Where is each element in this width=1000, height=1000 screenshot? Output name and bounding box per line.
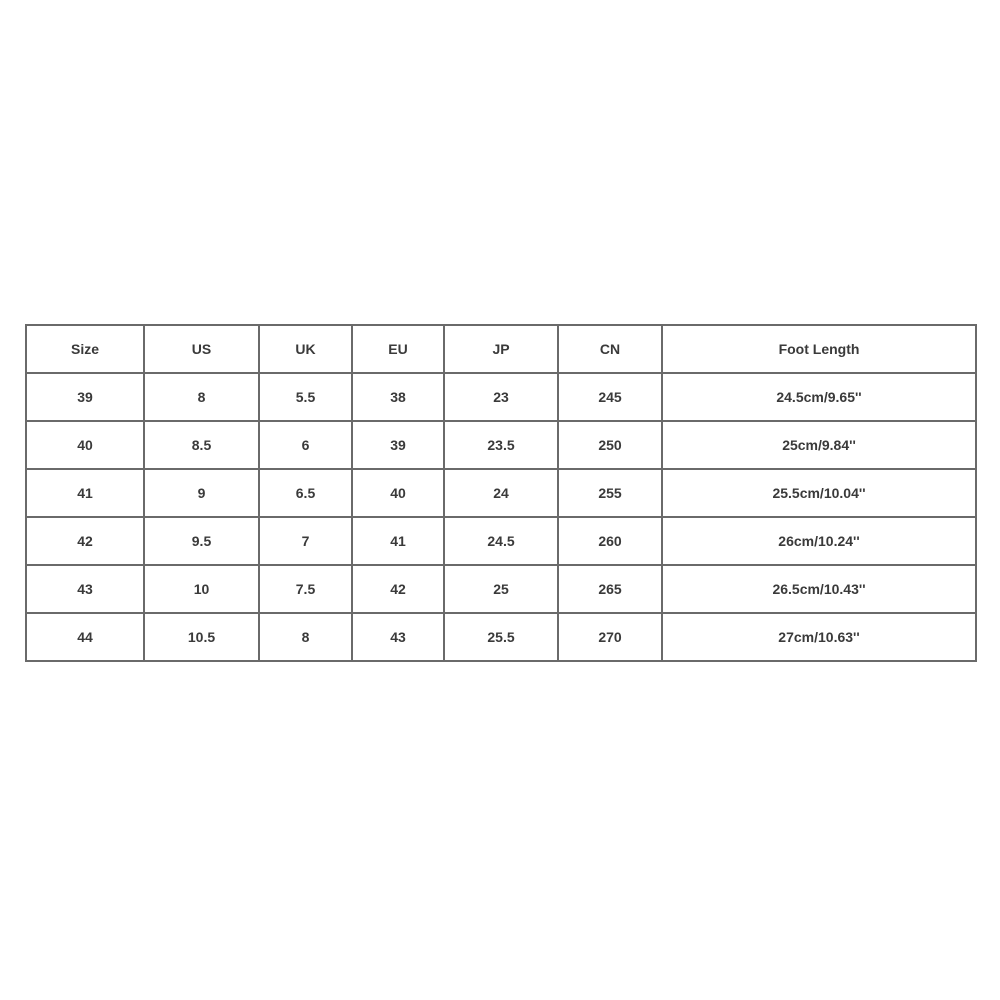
- cell-jp: 25: [444, 565, 558, 613]
- cell-uk: 8: [259, 613, 352, 661]
- cell-uk: 7.5: [259, 565, 352, 613]
- table-row: [26, 565, 976, 613]
- header-cn: CN: [558, 325, 662, 373]
- table-row: [26, 373, 976, 421]
- header-uk: UK: [259, 325, 352, 373]
- cell-us: 10.5: [144, 613, 259, 661]
- cell-jp: 23: [444, 373, 558, 421]
- cell-foot-length: 26.5cm/10.43'': [662, 565, 976, 613]
- table-row: [26, 469, 976, 517]
- cell-foot-length: 27cm/10.63'': [662, 613, 976, 661]
- cell-eu: 40: [352, 469, 444, 517]
- cell-us: 10: [144, 565, 259, 613]
- cell-foot-length: 25.5cm/10.04'': [662, 469, 976, 517]
- size-chart-table: [25, 324, 977, 662]
- cell-jp: 24.5: [444, 517, 558, 565]
- cell-cn: 245: [558, 373, 662, 421]
- cell-eu: 41: [352, 517, 444, 565]
- cell-uk: 6.5: [259, 469, 352, 517]
- header-size: Size: [26, 325, 144, 373]
- table-row: [26, 421, 976, 469]
- cell-eu: 38: [352, 373, 444, 421]
- cell-jp: 24: [444, 469, 558, 517]
- header-jp: JP: [444, 325, 558, 373]
- cell-uk: 6: [259, 421, 352, 469]
- cell-size: 44: [26, 613, 144, 661]
- cell-size: 40: [26, 421, 144, 469]
- table-row: [26, 517, 976, 565]
- header-foot-length: Foot Length: [662, 325, 976, 373]
- cell-jp: 25.5: [444, 613, 558, 661]
- cell-size: 39: [26, 373, 144, 421]
- cell-cn: 255: [558, 469, 662, 517]
- cell-us: 9: [144, 469, 259, 517]
- cell-uk: 5.5: [259, 373, 352, 421]
- cell-eu: 43: [352, 613, 444, 661]
- cell-cn: 265: [558, 565, 662, 613]
- cell-eu: 42: [352, 565, 444, 613]
- cell-foot-length: 25cm/9.84'': [662, 421, 976, 469]
- cell-foot-length: 26cm/10.24'': [662, 517, 976, 565]
- cell-cn: 270: [558, 613, 662, 661]
- cell-foot-length: 24.5cm/9.65'': [662, 373, 976, 421]
- cell-size: 41: [26, 469, 144, 517]
- cell-us: 8.5: [144, 421, 259, 469]
- header-eu: EU: [352, 325, 444, 373]
- cell-cn: 250: [558, 421, 662, 469]
- table-row: [26, 613, 976, 661]
- cell-uk: 7: [259, 517, 352, 565]
- header-us: US: [144, 325, 259, 373]
- cell-size: 43: [26, 565, 144, 613]
- cell-eu: 39: [352, 421, 444, 469]
- cell-jp: 23.5: [444, 421, 558, 469]
- cell-us: 9.5: [144, 517, 259, 565]
- cell-us: 8: [144, 373, 259, 421]
- header-row: [26, 325, 976, 373]
- cell-size: 42: [26, 517, 144, 565]
- cell-cn: 260: [558, 517, 662, 565]
